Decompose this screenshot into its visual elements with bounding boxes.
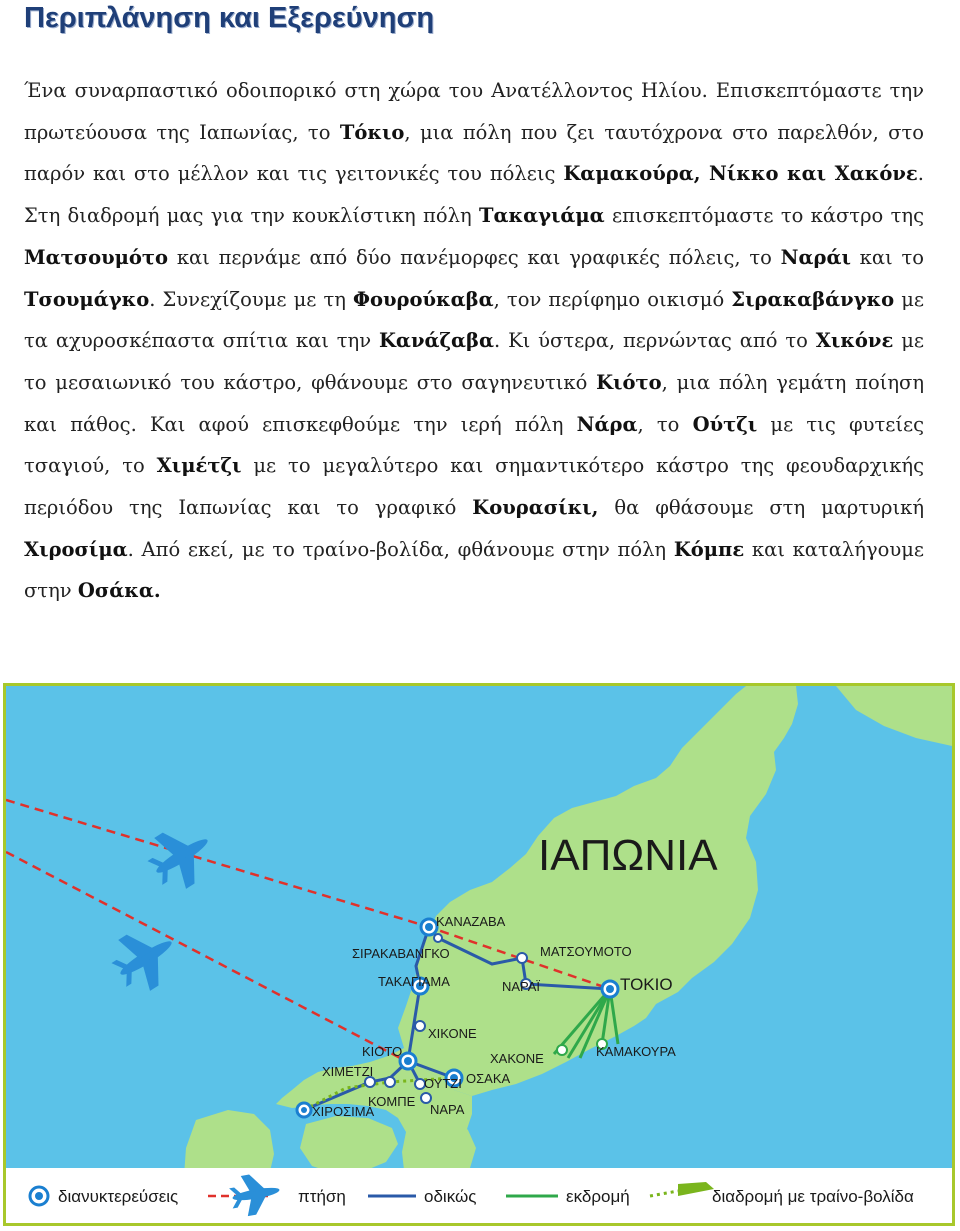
text-segment: με τις φυτείες τσαγιού, το xyxy=(24,412,925,478)
city-label-matsoumoto: ΜΑΤΣΟΥΜΟΤΟ xyxy=(540,944,632,959)
city-label-nara: ΝΑΡΑ xyxy=(430,1102,465,1117)
city-label-sirakavango: ΣΙΡΑΚΑΒΑΝΓΚΟ xyxy=(352,946,450,961)
city-dot-hakone xyxy=(557,1045,567,1055)
route-map xyxy=(3,683,955,1226)
flight-path-north xyxy=(6,800,426,926)
city-label-narai: ΝΑΡΑΪ xyxy=(502,979,541,994)
place-name: Κόμπε xyxy=(673,537,745,561)
map-svg xyxy=(6,686,952,1223)
place-name: Κουρασίκι, xyxy=(472,496,599,520)
place-name: Τόκιο xyxy=(339,120,405,144)
city-dot-kompe xyxy=(385,1077,395,1087)
plane-icon xyxy=(103,917,187,1001)
place-name: Καμακούρα, Νίκκο και Χακόνε xyxy=(563,162,918,186)
text-segment: και το xyxy=(850,245,924,269)
text-segment: , μια πόλη που ζει ταυτόχρονα στο παρελθόν, στο παρόν και στο μέλλον και τις γειτονικές του πόλεις xyxy=(24,120,924,186)
intro-paragraph xyxy=(24,70,924,612)
city-label-himetzi: ΧΙΜΕΤΖΙ xyxy=(322,1064,374,1079)
place-name: Τακαγιάμα xyxy=(478,204,605,228)
country-label: ΙΑΠΩΝΙΑ xyxy=(538,831,718,880)
legend-flight: πτήση xyxy=(298,1187,346,1206)
place-name: Κανάζαβα xyxy=(378,329,494,353)
place-name: Σιρακαβάνγκο xyxy=(731,287,895,311)
text-segment: . Στη διαδρομή μας για την κουκλίστικη πόλη xyxy=(24,162,924,228)
legend xyxy=(6,1168,952,1223)
city-label-kioto: ΚΙΟΤΟ xyxy=(362,1044,403,1059)
place-name: Κιότο xyxy=(596,370,662,394)
city-label-hakone: ΧΑΚΟΝΕ xyxy=(490,1051,544,1066)
city-label-tokio: ΤΟΚΙΟ xyxy=(620,975,673,994)
city-label-kompe: ΚΟΜΠΕ xyxy=(368,1094,416,1109)
place-name: Νάρα xyxy=(576,412,638,436)
legend-road: οδικώς xyxy=(424,1187,477,1206)
landmass-shikoku xyxy=(300,1116,398,1174)
text-segment: , μια πόλη γεμάτη ποίηση και πάθος. Και αφού επισκεφθούμε την ιερή πόλη xyxy=(24,370,925,436)
place-name: Χιροσίμα xyxy=(24,537,128,561)
legend-stays: διανυκτερεύσεις xyxy=(58,1187,179,1206)
text-segment: θα φθάσουμε στη μαρτυρική xyxy=(598,496,925,520)
text-segment: με το μεγαλύτερο και σημαντικότερο κάστρο της φεουδαρχικής περιόδου της Ιαπωνίας και το γραφικό xyxy=(24,454,924,520)
text-segment: , τον περίφημο οικισμό xyxy=(493,287,732,311)
place-name: Τσουμάγκο xyxy=(24,287,150,311)
place-name: Ούτζι xyxy=(692,412,758,436)
city-label-osaka: ΟΣΑΚΑ xyxy=(466,1071,511,1086)
text-segment: με το μεσαιωνικό του κάστρο, φθάνουμε στο σαγηνευτικό xyxy=(24,329,924,394)
place-name: Οσάκα. xyxy=(77,579,161,603)
text-segment: . Από εκεί, με το τραίνο-βολίδα, φθάνουμε στην πόλη xyxy=(127,537,674,561)
text-segment: και περνάμε από δύο πανέμορφες και γραφικές πόλεις, το xyxy=(168,245,781,269)
place-name: Χικόνε xyxy=(815,329,894,353)
legend-excursion: εκδρομή xyxy=(566,1187,630,1206)
flight-path-south xyxy=(6,852,406,1061)
text-segment: , το xyxy=(637,412,693,436)
place-name: Ναράι xyxy=(780,245,851,269)
city-label-hirosima: ΧΙΡΟΣΙΜΑ xyxy=(312,1104,375,1119)
place-name: Φουρούκαβα xyxy=(353,287,494,311)
city-dot-narai xyxy=(517,953,527,963)
place-name: Ματσουμότο xyxy=(24,245,169,269)
city-label-kamakoura: ΚΑΜΑΚΟΥΡΑ xyxy=(596,1044,676,1059)
plane-icon xyxy=(139,815,223,899)
city-dot-sirakavango xyxy=(434,934,442,942)
landmass-hokkaido xyxy=(836,686,952,746)
text-segment: με τα αχυροσκέπαστα σπίτια και την xyxy=(24,287,924,353)
text-segment: και καταλήγουμε στην xyxy=(24,537,924,603)
city-label-kanazava: ΚΑΝΑΖΑΒΑ xyxy=(436,914,506,929)
city-label-hikone: ΧΙΚΟΝΕ xyxy=(428,1026,477,1041)
text-segment: επισκεπτόμαστε το κάστρο της xyxy=(604,204,924,228)
city-dot-hikone xyxy=(415,1021,425,1031)
city-label-takagiama: ΤΑΚΑΓΙΑΜΑ xyxy=(378,974,450,989)
legend-train: διαδρομή με τραίνο-βολίδα xyxy=(712,1187,914,1206)
place-name: Χιμέτζι xyxy=(156,454,242,478)
text-segment: Ένα συναρπαστικό οδοιπορικό στη χώρα του Ανατέλλοντος Ηλίου. Επισκεπτόμαστε την πρωτεύουσα της Ιαπωνίας, το xyxy=(24,79,924,144)
city-label-oytzi: ΟΥΤΖΙ xyxy=(424,1076,462,1091)
text-segment: . Κι ύστερα, περνώντας από το xyxy=(494,329,816,353)
page-title: Περιπλάνηση και Εξερεύνηση xyxy=(24,2,435,34)
text-segment: . Συνεχίζουμε με τη xyxy=(149,287,354,311)
